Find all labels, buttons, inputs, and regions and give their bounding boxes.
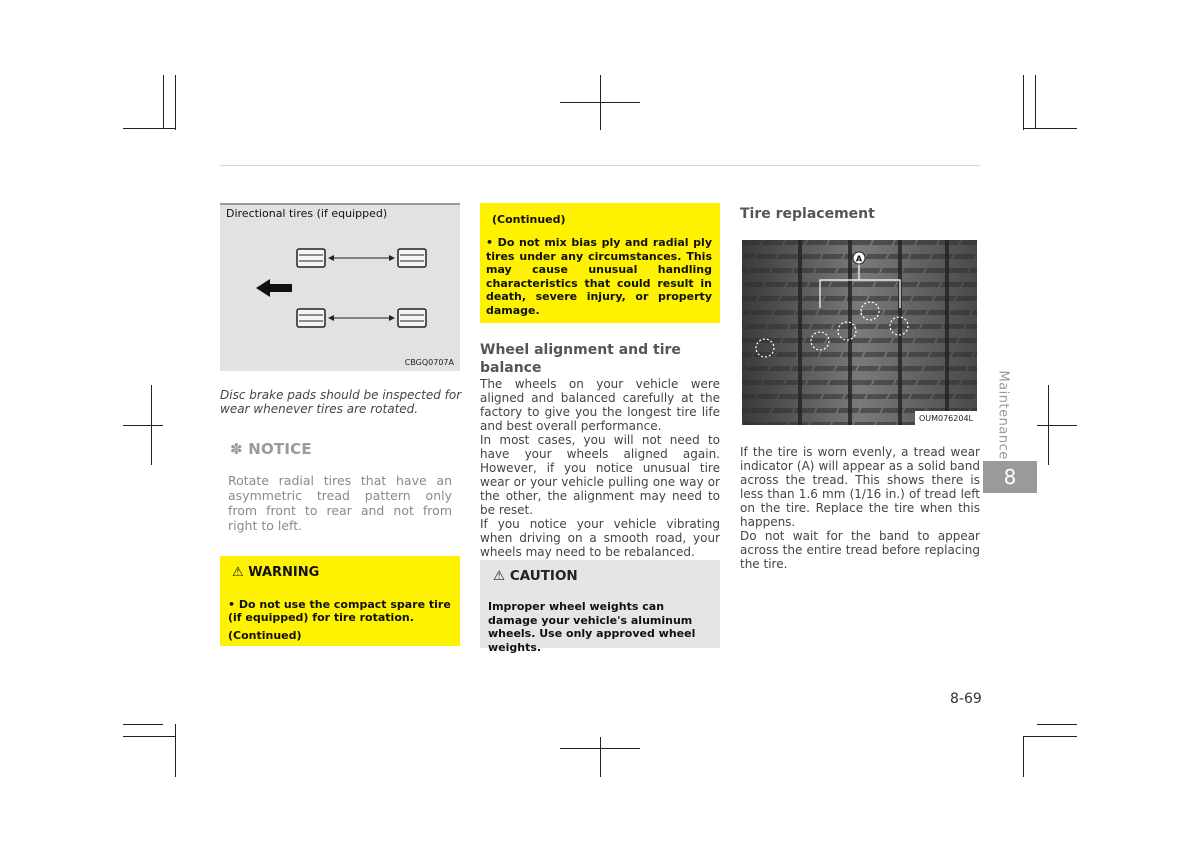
caption-text: Disc brake pads should be inspected for wear whenever tires are rotated. bbox=[220, 388, 462, 416]
section-label-text: Maintenance bbox=[995, 370, 1011, 460]
caution-label: CAUTION bbox=[509, 568, 578, 584]
caution-box bbox=[480, 560, 720, 654]
heading-line: balance bbox=[480, 360, 542, 376]
warning-continued: (Continued) bbox=[228, 629, 302, 642]
continued-bullet: • Do not mix bias ply and radial ply tires under any circumstances. This may cause unusual handling characteristics that could result in death, severe injury, or property damage. bbox=[486, 236, 712, 317]
warning-label: WARNING bbox=[248, 565, 320, 580]
tread-wear-photo bbox=[742, 240, 977, 425]
caution-triangle-icon: ⚠ bbox=[493, 568, 506, 584]
continued-heading: (Continued) bbox=[492, 213, 566, 226]
paragraph: The wheels on your vehicle were aligned and balanced carefully at the factory to give you the longest tire life and best overall performance. bbox=[480, 377, 720, 433]
page-number: 8-69 bbox=[950, 691, 982, 707]
figure-code: OUM076204L bbox=[918, 414, 973, 423]
header-rule bbox=[220, 165, 980, 166]
wheel-alignment-heading bbox=[480, 341, 681, 377]
caution-heading bbox=[493, 568, 578, 584]
notice-heading: ✽ NOTICE bbox=[230, 440, 312, 458]
section-label bbox=[988, 368, 1018, 458]
caution-text: Improper wheel weights can damage your vehicle's aluminum wheels. Use only approved wheel weights. bbox=[488, 600, 696, 654]
tire-replacement-heading: Tire replacement bbox=[740, 206, 875, 222]
paragraph: If the tire is worn evenly, a tread wear indicator (A) will appear as a solid band across the tread. This shows there is less than 1.6 mm (1/16 in.) of tread left on the tire. Replace the tire when this happens. bbox=[740, 445, 980, 529]
warning-heading bbox=[232, 565, 319, 580]
notice-text: Rotate radial tires that have an asymmetric tread pattern only from front to rear and not from right to left. bbox=[228, 473, 452, 533]
figure-title: Directional tires (if equipped) bbox=[226, 207, 388, 220]
directional-tires-figure bbox=[220, 203, 460, 371]
tire-replacement-body bbox=[740, 445, 980, 571]
paragraph: If you notice your vehicle vibrating when driving on a smooth road, your wheels may need to be rebalanced. bbox=[480, 517, 720, 559]
wheel-alignment-body bbox=[480, 377, 720, 559]
direction-arrow-icon bbox=[256, 279, 292, 297]
chapter-tab: 8 bbox=[983, 461, 1037, 493]
figure-code: CBGQ0707A bbox=[404, 358, 454, 367]
paragraph: In most cases, you will not need to have your wheels aligned again. However, if you notice unusual tire wear or your vehicle pulling one way or the other, the alignment may need to be reset. bbox=[480, 433, 720, 517]
tire-rotation-diagram bbox=[220, 203, 460, 371]
paragraph: Do not wait for the band to appear across the entire tread before replacing the tire. bbox=[740, 529, 980, 571]
warning-box bbox=[220, 556, 460, 646]
continued-warning-box bbox=[480, 203, 720, 323]
warning-triangle-icon: ⚠ bbox=[232, 565, 244, 580]
heading-line: Wheel alignment and tire bbox=[480, 342, 681, 358]
indicator-label: A bbox=[855, 254, 863, 264]
warning-bullet: • Do not use the compact spare tire (if equipped) for tire rotation. bbox=[228, 598, 451, 624]
tire-tread-image bbox=[742, 240, 977, 425]
figure-top-bar bbox=[220, 203, 460, 205]
